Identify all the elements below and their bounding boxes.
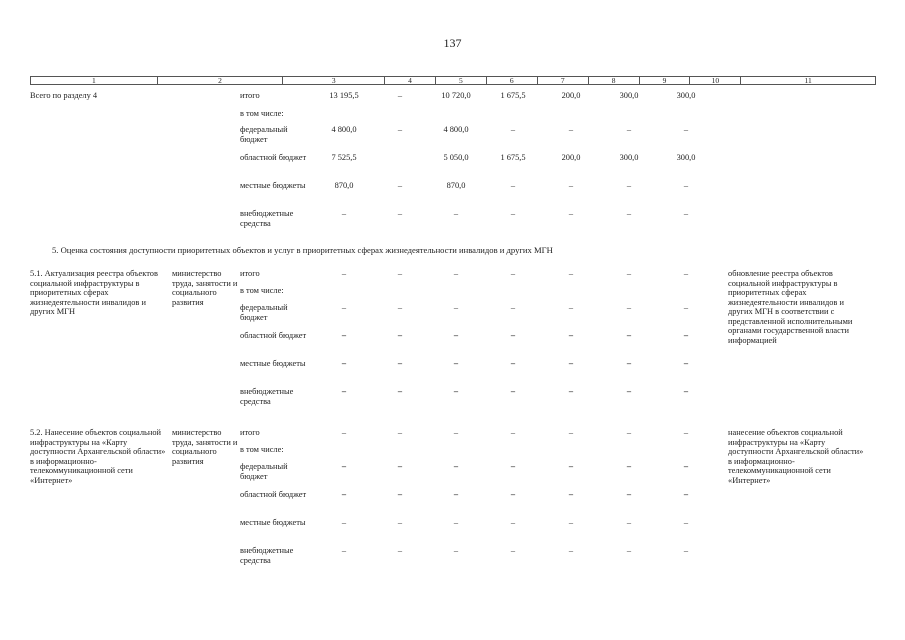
funding-source: итого xyxy=(240,428,260,437)
value-col-8: 200,0 xyxy=(561,153,581,162)
header-cell-9: 9 xyxy=(639,77,690,84)
item-title: 5.1. Актуализация реестра объектов социальной инфраструктуры в приоритетных сферах жизнедеятельности инвалидов и других МГН xyxy=(30,269,158,316)
value-col-8: – xyxy=(568,303,574,312)
value-col-4: 7 525,5 xyxy=(331,153,357,162)
value-col-5: – xyxy=(397,359,403,368)
value-col-5: – xyxy=(397,331,403,340)
value-col-6: – xyxy=(453,269,459,278)
funding-row xyxy=(0,331,905,359)
value-col-6: – xyxy=(453,518,459,527)
value-col-5: – xyxy=(397,387,403,396)
funding-row xyxy=(0,387,905,415)
value-col-6: – xyxy=(453,490,459,499)
value-col-5: – xyxy=(397,125,403,134)
value-col-10: – xyxy=(683,359,689,368)
value-col-8: – xyxy=(568,387,574,396)
value-col-8: – xyxy=(568,269,574,278)
value-col-9: – xyxy=(626,181,632,190)
value-col-9: – xyxy=(626,331,632,340)
subsection-heading: 5. Оценка состояния доступности приоритетных объектов и услуг в приоритетных сферах жизнедеятельности инвалидов и других МГН xyxy=(52,245,553,255)
value-col-4: 4 800,0 xyxy=(331,125,357,134)
value-col-4: – xyxy=(341,331,347,340)
value-col-10: – xyxy=(683,546,689,555)
value-col-6: – xyxy=(453,331,459,340)
item-note: обновление реестра объектов социальной инфраструктуры в приоритетных сферах жизнедеятельности инвалидов и других МГН в соответствии с представленной исполнительными органами государственной власти информацией xyxy=(728,269,853,345)
funding-source: итого xyxy=(240,91,260,100)
value-col-9: – xyxy=(626,462,632,471)
value-col-7: – xyxy=(510,462,516,471)
table-header-row xyxy=(30,76,876,85)
value-col-5: – xyxy=(397,462,403,471)
header-cell-10: 10 xyxy=(689,77,740,84)
value-col-9: – xyxy=(626,269,632,278)
value-col-5: – xyxy=(397,518,403,527)
funding-row xyxy=(0,303,905,331)
value-col-9: 300,0 xyxy=(619,153,639,162)
value-col-10: 300,0 xyxy=(676,153,696,162)
value-col-8: – xyxy=(568,331,574,340)
value-col-7: – xyxy=(510,209,516,218)
value-col-7: – xyxy=(510,181,516,190)
funding-source: внебюджетные средства xyxy=(240,546,294,565)
funding-source: в том числе: xyxy=(240,286,284,295)
value-col-4: – xyxy=(341,462,347,471)
item-responsible: министерство труда, занятости и социального развития xyxy=(172,428,238,466)
value-col-9: – xyxy=(626,387,632,396)
value-col-7: – xyxy=(510,518,516,527)
value-col-10: – xyxy=(683,490,689,499)
value-col-7: 1 675,5 xyxy=(500,153,526,162)
header-cell-6: 6 xyxy=(486,77,537,84)
header-cell-1: 1 xyxy=(91,76,96,85)
value-col-7: – xyxy=(510,125,516,134)
header-cell-7: 7 xyxy=(537,77,588,84)
funding-source: областной бюджет xyxy=(240,153,307,162)
funding-row xyxy=(0,209,905,237)
value-col-4: – xyxy=(341,387,347,396)
value-col-5: – xyxy=(397,269,403,278)
value-col-4: – xyxy=(341,303,347,312)
value-col-5: – xyxy=(397,428,403,437)
value-col-4: – xyxy=(341,209,347,218)
value-col-9: – xyxy=(626,490,632,499)
value-col-10: – xyxy=(683,125,689,134)
value-col-9: – xyxy=(626,303,632,312)
value-col-5: – xyxy=(397,181,403,190)
value-col-7: – xyxy=(510,359,516,368)
value-col-5: – xyxy=(397,546,403,555)
value-col-8: – xyxy=(568,209,574,218)
value-col-9: – xyxy=(626,518,632,527)
funding-row xyxy=(0,181,905,209)
value-col-7: – xyxy=(510,490,516,499)
value-col-4: – xyxy=(341,428,347,437)
value-col-8: – xyxy=(568,546,574,555)
funding-source: федеральный бюджет xyxy=(240,303,288,322)
value-col-6: – xyxy=(453,428,459,437)
value-col-7: – xyxy=(510,331,516,340)
value-col-6: 10 720,0 xyxy=(441,91,471,100)
value-col-6: 5 050,0 xyxy=(443,153,469,162)
value-col-4: 13 195,5 xyxy=(329,91,359,100)
item-responsible: министерство труда, занятости и социального развития xyxy=(172,269,238,307)
value-col-10: 300,0 xyxy=(676,91,696,100)
value-col-10: – xyxy=(683,462,689,471)
value-col-9: – xyxy=(626,428,632,437)
value-col-6: – xyxy=(453,359,459,368)
funding-row xyxy=(0,490,905,518)
value-col-8: – xyxy=(568,125,574,134)
header-cell-4: 4 xyxy=(384,77,435,84)
value-col-10: – xyxy=(683,181,689,190)
value-col-10: – xyxy=(683,428,689,437)
item-note: нанесение объектов социальной инфраструктуры на «Карту доступности Архангельской области» в информационно-телекоммуникационной сети «Интернет» xyxy=(728,428,864,485)
item-title: 5.2. Нанесение объектов социальной инфраструктуры на «Карту доступности Архангельской области» в информационно-телекоммуникационной сети «Интернет» xyxy=(30,428,166,485)
value-col-9: – xyxy=(626,359,632,368)
funding-source: областной бюджет xyxy=(240,490,307,499)
value-col-5: – xyxy=(397,209,403,218)
value-col-8: 200,0 xyxy=(561,91,581,100)
value-col-9: – xyxy=(626,546,632,555)
value-col-10: – xyxy=(683,209,689,218)
value-col-4: – xyxy=(341,546,347,555)
summary-title: Всего по разделу 4 xyxy=(30,91,98,100)
value-col-9: 300,0 xyxy=(619,91,639,100)
header-cell-11: 11 xyxy=(740,77,875,84)
value-col-6: – xyxy=(453,462,459,471)
header-cell-8: 8 xyxy=(588,77,639,84)
value-col-7: – xyxy=(510,387,516,396)
value-col-4: – xyxy=(341,518,347,527)
header-cell-5: 5 xyxy=(435,77,486,84)
value-col-8: – xyxy=(568,490,574,499)
value-col-7: 1 675,5 xyxy=(500,91,526,100)
value-col-4: 870,0 xyxy=(334,181,354,190)
value-col-5: – xyxy=(397,303,403,312)
funding-row xyxy=(0,359,905,387)
funding-source: местные бюджеты xyxy=(240,359,306,368)
header-cell-2: 2 xyxy=(157,77,283,84)
value-col-8: – xyxy=(568,359,574,368)
value-col-6: – xyxy=(453,546,459,555)
funding-source: внебюджетные средства xyxy=(240,209,294,228)
page-number: 137 xyxy=(443,36,462,50)
value-col-6: 870,0 xyxy=(446,181,466,190)
value-col-7: – xyxy=(510,546,516,555)
funding-source: областной бюджет xyxy=(240,331,307,340)
value-col-9: – xyxy=(626,209,632,218)
value-col-7: – xyxy=(510,269,516,278)
funding-row xyxy=(0,153,905,181)
funding-source: внебюджетные средства xyxy=(240,387,294,406)
value-col-5: – xyxy=(397,91,403,100)
funding-source: итого xyxy=(240,269,260,278)
funding-source: в том числе: xyxy=(240,445,284,454)
value-col-6: – xyxy=(453,387,459,396)
funding-row xyxy=(0,546,905,574)
value-col-8: – xyxy=(568,181,574,190)
value-col-10: – xyxy=(683,518,689,527)
value-col-10: – xyxy=(683,331,689,340)
value-col-9: – xyxy=(626,125,632,134)
value-col-5: – xyxy=(397,490,403,499)
funding-source: федеральный бюджет xyxy=(240,462,288,481)
funding-source: местные бюджеты xyxy=(240,181,306,190)
value-col-10: – xyxy=(683,303,689,312)
funding-row xyxy=(0,125,905,153)
value-col-4: – xyxy=(341,490,347,499)
value-col-8: – xyxy=(568,462,574,471)
value-col-7: – xyxy=(510,428,516,437)
header-cell-3: 3 xyxy=(282,77,384,84)
value-col-4: – xyxy=(341,269,347,278)
value-col-8: – xyxy=(568,428,574,437)
value-col-8: – xyxy=(568,518,574,527)
funding-row xyxy=(0,518,905,546)
value-col-4: – xyxy=(341,359,347,368)
value-col-6: – xyxy=(453,303,459,312)
value-col-6: 4 800,0 xyxy=(443,125,469,134)
value-col-6: – xyxy=(453,209,459,218)
funding-source: местные бюджеты xyxy=(240,518,306,527)
funding-row xyxy=(0,462,905,490)
funding-source: федеральный бюджет xyxy=(240,125,288,144)
value-col-7: – xyxy=(510,303,516,312)
value-col-10: – xyxy=(683,387,689,396)
funding-source: в том числе: xyxy=(240,109,284,118)
value-col-10: – xyxy=(683,269,689,278)
